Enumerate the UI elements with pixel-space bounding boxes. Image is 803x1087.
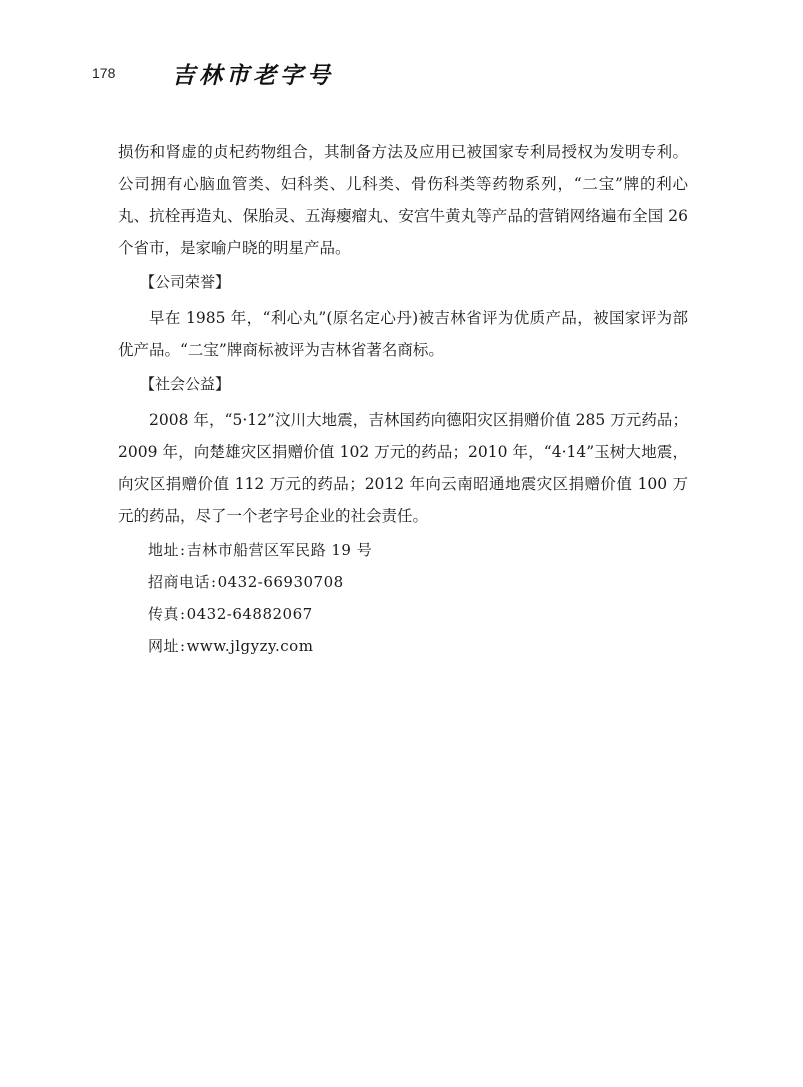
contact-phone: 招商电话:0432-66930708 bbox=[148, 573, 344, 591]
website-value: www.jlgyzy.com bbox=[186, 637, 314, 655]
paragraph-social-welfare: 2008 年，“5·12”汶川大地震，吉林国药向德阳灾区捐赠价值 285 万元药品；2009 年，向楚雄灾区捐赠价值 102 万元的药品；2010 年，“4·14”玉树大地震，向灾区捐赠价值 112 万元的药品；2012 年向云南昭通地震灾区捐赠价值 100 万元的药品，尽了一个老字号企业的社会责任。 bbox=[118, 411, 688, 525]
page-header bbox=[92, 58, 334, 88]
contact-fax: 传真:0432-64882067 bbox=[148, 605, 313, 623]
book-title: 吉林市老字号 bbox=[172, 61, 334, 89]
contact-website: 网址:www.jlgyzy.com bbox=[148, 637, 314, 655]
contact-address: 地址:吉林市船营区军民路 19 号 bbox=[148, 541, 373, 559]
phone-value: 0432-66930708 bbox=[217, 573, 344, 591]
page-body bbox=[118, 136, 688, 662]
paragraph-intro-continued: 损伤和肾虚的贞杞药物组合，其制备方法及应用已被国家专利局授权为发明专利。公司拥有心脑血管类、妇科类、儿科类、骨伤科类等药物系列，“二宝”牌的利心丸、抗栓再造丸、保胎灵、五海瘿瘤丸、安宫牛黄丸等产品的营销网络遍布全国 26 个省市，是家喻户晓的明星产品。 bbox=[118, 143, 688, 257]
contact-info bbox=[118, 534, 688, 662]
address-label: 地址 bbox=[148, 541, 180, 559]
website-label: 网址 bbox=[148, 637, 180, 655]
page-number: 178 bbox=[92, 65, 116, 81]
heading-social-welfare: 【社会公益】 bbox=[140, 375, 231, 393]
heading-company-honors: 【公司荣誉】 bbox=[140, 273, 231, 291]
phone-label: 招商电话 bbox=[148, 573, 211, 591]
fax-label: 传真 bbox=[148, 605, 180, 623]
fax-value: 0432-64882067 bbox=[186, 605, 313, 623]
address-value: 吉林市船营区军民路 19 号 bbox=[186, 541, 373, 559]
paragraph-honors: 早在 1985 年，“利心丸”(原名定心丹)被吉林省评为优质产品，被国家评为部优产品。“二宝”牌商标被评为吉林省著名商标。 bbox=[118, 309, 688, 359]
